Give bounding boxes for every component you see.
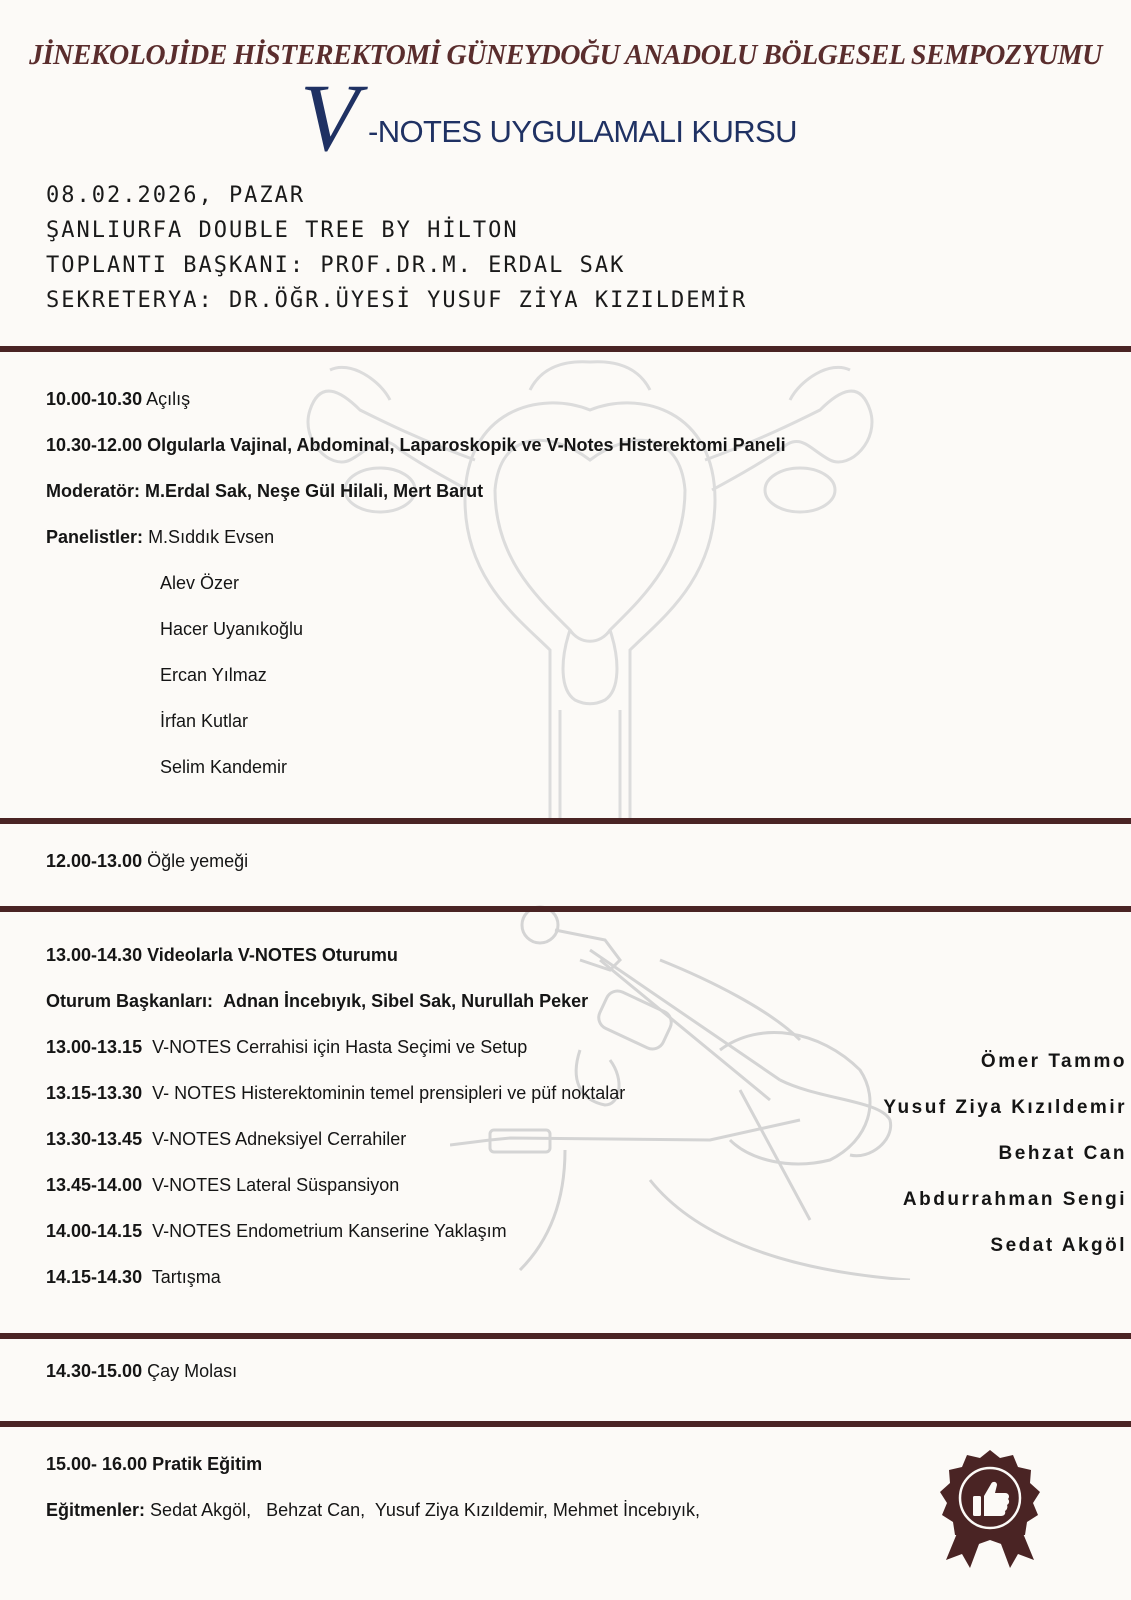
- video-session-title: Videolarla V-NOTES Oturumu: [147, 945, 398, 965]
- practical-training-time: 15.00- 16.00: [46, 1454, 148, 1474]
- talk-row: [46, 1267, 221, 1288]
- panelist-name: İrfan Kutlar: [160, 711, 249, 731]
- talk-title: V- NOTES Histerektominin temel prensipleri ve püf noktalar: [152, 1083, 626, 1103]
- speaker-name: Sedat Akgöl: [990, 1235, 1127, 1256]
- event-date: 08.02.2026, PAZAR: [46, 183, 306, 208]
- panelists-row: [46, 527, 274, 548]
- talk-time: 13.45-14.00: [46, 1175, 143, 1195]
- practical-training-title: Pratik Eğitim: [152, 1454, 263, 1474]
- panelist-name: Ercan Yılmaz: [160, 665, 267, 685]
- section-divider: [0, 906, 1131, 912]
- talk-time: 13.00-13.15: [46, 1037, 143, 1057]
- speaker-name: Abdurrahman Sengi: [902, 1189, 1127, 1210]
- opening-time: 10.00-10.30: [46, 389, 143, 409]
- session-chairs-names: Adnan İncebıyık, Sibel Sak, Nurullah Peker: [223, 991, 589, 1011]
- speaker-name: Yusuf Ziya Kızıldemir: [883, 1097, 1127, 1118]
- lunch-row: [46, 851, 248, 872]
- talk-row: [46, 1037, 527, 1058]
- moderator-label: Moderatör:: [46, 481, 140, 501]
- event-venue: ŞANLIURFA DOUBLE TREE BY HİLTON: [46, 218, 519, 243]
- talk-title: V-NOTES Cerrahisi için Hasta Seçimi ve Setup: [152, 1037, 528, 1057]
- thumbs-up-rosette-icon: [938, 1448, 1042, 1568]
- panel-title: Olgularla Vajinal, Abdominal, Laparoskopik ve V-Notes Histerektomi Paneli: [147, 435, 786, 455]
- panel-time: 10.30-12.00: [46, 435, 143, 455]
- session-chairs-label: Oturum Başkanları:: [46, 991, 214, 1011]
- section-divider: [0, 818, 1131, 824]
- section-divider: [0, 1333, 1131, 1339]
- panelist-name: M.Sıddık Evsen: [148, 527, 275, 547]
- talk-row: [46, 1129, 406, 1150]
- tea-break-row: [46, 1361, 237, 1382]
- uterus-illustration: [290, 350, 890, 820]
- talk-title: V-NOTES Adneksiyel Cerrahiler: [152, 1129, 407, 1149]
- talk-row: [46, 1221, 507, 1242]
- talk-time: 13.15-13.30: [46, 1083, 143, 1103]
- practical-training-row: [46, 1454, 262, 1475]
- panelist-name: Alev Özer: [160, 573, 240, 593]
- panelist-name: Hacer Uyanıkoğlu: [160, 619, 304, 639]
- moderator-row: [46, 481, 483, 502]
- opening-label: Açılış: [146, 389, 191, 409]
- talk-time: 13.30-13.45: [46, 1129, 143, 1149]
- v-notes-logo-letter: V: [300, 64, 359, 171]
- lunch-label: Öğle yemeği: [147, 851, 249, 871]
- symposium-title: JİNEKOLOJİDE HİSTEREKTOMİ GÜNEYDOĞU ANADOLU BÖLGESEL SEMPOZYUMU: [29, 40, 1102, 71]
- speaker-name: Behzat Can: [998, 1143, 1127, 1164]
- talk-time: 14.15-14.30: [46, 1267, 143, 1287]
- talk-row: [46, 1175, 399, 1196]
- meeting-chair: TOPLANTI BAŞKANI: PROF.DR.M. ERDAL SAK: [46, 253, 626, 278]
- talk-title: Tartışma: [151, 1267, 221, 1287]
- session-chairs-row: [46, 991, 588, 1012]
- lunch-time: 12.00-13.00: [46, 851, 143, 871]
- video-session-row: [46, 945, 398, 966]
- course-subtitle: -NOTES UYGULAMALI KURSU: [368, 114, 797, 149]
- tea-break-time: 14.30-15.00: [46, 1361, 143, 1381]
- panelist-name: Selim Kandemir: [160, 757, 288, 777]
- moderator-names: M.Erdal Sak, Neşe Gül Hilali, Mert Barut: [145, 481, 484, 501]
- tea-break-label: Çay Molası: [147, 1361, 238, 1381]
- section-divider: [0, 1421, 1131, 1427]
- talk-title: V-NOTES Endometrium Kanserine Yaklaşım: [152, 1221, 507, 1241]
- talk-title: V-NOTES Lateral Süspansiyon: [152, 1175, 400, 1195]
- trainers-label: Eğitmenler:: [46, 1500, 146, 1520]
- panel-row: [46, 435, 786, 456]
- trainers-row: [46, 1500, 700, 1521]
- panelists-label: Panelistler:: [46, 527, 144, 547]
- video-session-time: 13.00-14.30: [46, 945, 143, 965]
- section-divider: [0, 346, 1131, 352]
- speaker-name: Ömer Tammo: [980, 1051, 1127, 1072]
- talk-row: [46, 1083, 625, 1104]
- secretariat: SEKRETERYA: DR.ÖĞR.ÜYESİ YUSUF ZİYA KIZILDEMİR: [46, 288, 748, 313]
- opening-row: [46, 389, 190, 410]
- trainers-names: Sedat Akgöl, Behzat Can, Yusuf Ziya Kızıldemir, Mehmet İncebıyık,: [150, 1500, 700, 1520]
- talk-time: 14.00-14.15: [46, 1221, 143, 1241]
